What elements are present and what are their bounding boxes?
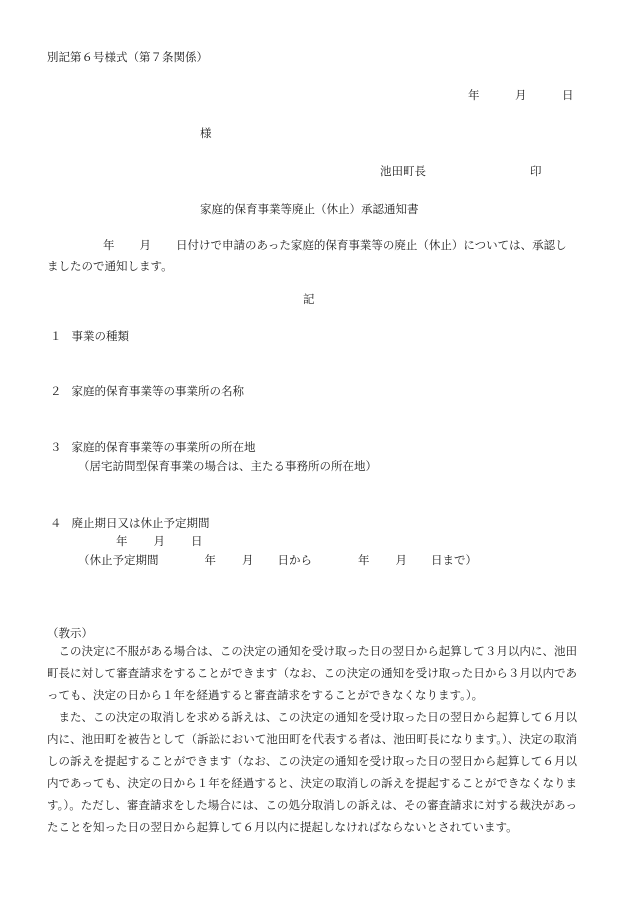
item-label: 事業の種類 bbox=[71, 329, 129, 343]
item-label: 家庭的保育事業等の事業所の名称 bbox=[71, 384, 244, 398]
item-number: ２ bbox=[50, 384, 62, 398]
date-month-label: 月 bbox=[515, 88, 527, 102]
body-line-1-text: 日付けで申請のあった家庭的保育事業等の廃止（休止）については、承認し bbox=[176, 238, 567, 252]
date-day-label: 日 bbox=[562, 88, 574, 102]
date-day-label: 日 bbox=[191, 534, 203, 548]
body-month-label: 月 bbox=[139, 238, 151, 252]
period-from-year: 年 bbox=[204, 553, 216, 567]
item-3 bbox=[50, 440, 256, 454]
period-to-month: 月 bbox=[395, 553, 407, 567]
item-4 bbox=[50, 516, 210, 530]
issuer-name: 池田町長 bbox=[380, 164, 426, 178]
body-line-2: ましたので通知します。 bbox=[47, 259, 173, 273]
item-4-period bbox=[78, 553, 477, 567]
item-4-date bbox=[116, 534, 203, 548]
period-to-suffix: 日まで） bbox=[431, 553, 477, 567]
item-label: 廃止期日又は休止予定期間 bbox=[71, 516, 210, 530]
item-1 bbox=[50, 329, 129, 343]
item-number: １ bbox=[50, 329, 62, 343]
period-prefix: （休止予定期間 bbox=[78, 553, 159, 567]
notice-paragraph-1: この決定に不服がある場合は、この決定の通知を受け取った日の翌日から起算して３月以内に、池田町長に対して審査請求をすることができます（なお、この決定の通知を受け取った日から３月以内であっても、決定の日から１年を経過すると審査請求をすることができなくなります。）。 bbox=[47, 644, 577, 702]
addressee-honorific: 様 bbox=[200, 126, 212, 140]
item-number: ３ bbox=[50, 440, 62, 454]
period-from-month: 月 bbox=[242, 553, 254, 567]
document-title: 家庭的保育事業等廃止（休止）承認通知書 bbox=[200, 202, 419, 216]
item-3-note: （居宅訪問型保育事業の場合は、主たる事務所の所在地） bbox=[78, 459, 377, 473]
item-number: ４ bbox=[50, 516, 62, 530]
seal-mark: 印 bbox=[530, 164, 542, 178]
body-line-1 bbox=[103, 238, 567, 252]
form-number: 別記第６号様式（第７条関係） bbox=[47, 50, 208, 64]
date-month-label: 月 bbox=[153, 534, 165, 548]
period-from-suffix: 日から bbox=[277, 553, 312, 567]
notice-paragraph-2: また、この決定の取消しを求める訴えは、この決定の通知を受け取った日の翌日から起算して６月以内に、池田町を被告として（訴訟において池田町を代表する者は、池田町長になります。）、決定の取消しの訴えを提起することができます（なお、この決定の通知を受け取った日の翌日から起算して６月以内であっても、決定の日から１年を経過すると、決定の取消しの訴えを提起することができなくなります。）。ただし、審査請求をした場合には、この処分取消しの訴えは、その審査請求に対する裁決があったことを知った日の翌日から起算して６月以内に提起しなければならないとされています。 bbox=[47, 710, 577, 834]
item-2 bbox=[50, 384, 244, 398]
notice-heading: （教示） bbox=[47, 626, 93, 640]
period-to-year: 年 bbox=[358, 553, 370, 567]
ki-marker: 記 bbox=[303, 292, 315, 306]
body-year-label: 年 bbox=[103, 238, 115, 252]
item-label: 家庭的保育事業等の事業所の所在地 bbox=[71, 440, 256, 454]
date-year-label: 年 bbox=[468, 88, 480, 102]
date-year-label: 年 bbox=[116, 534, 128, 548]
